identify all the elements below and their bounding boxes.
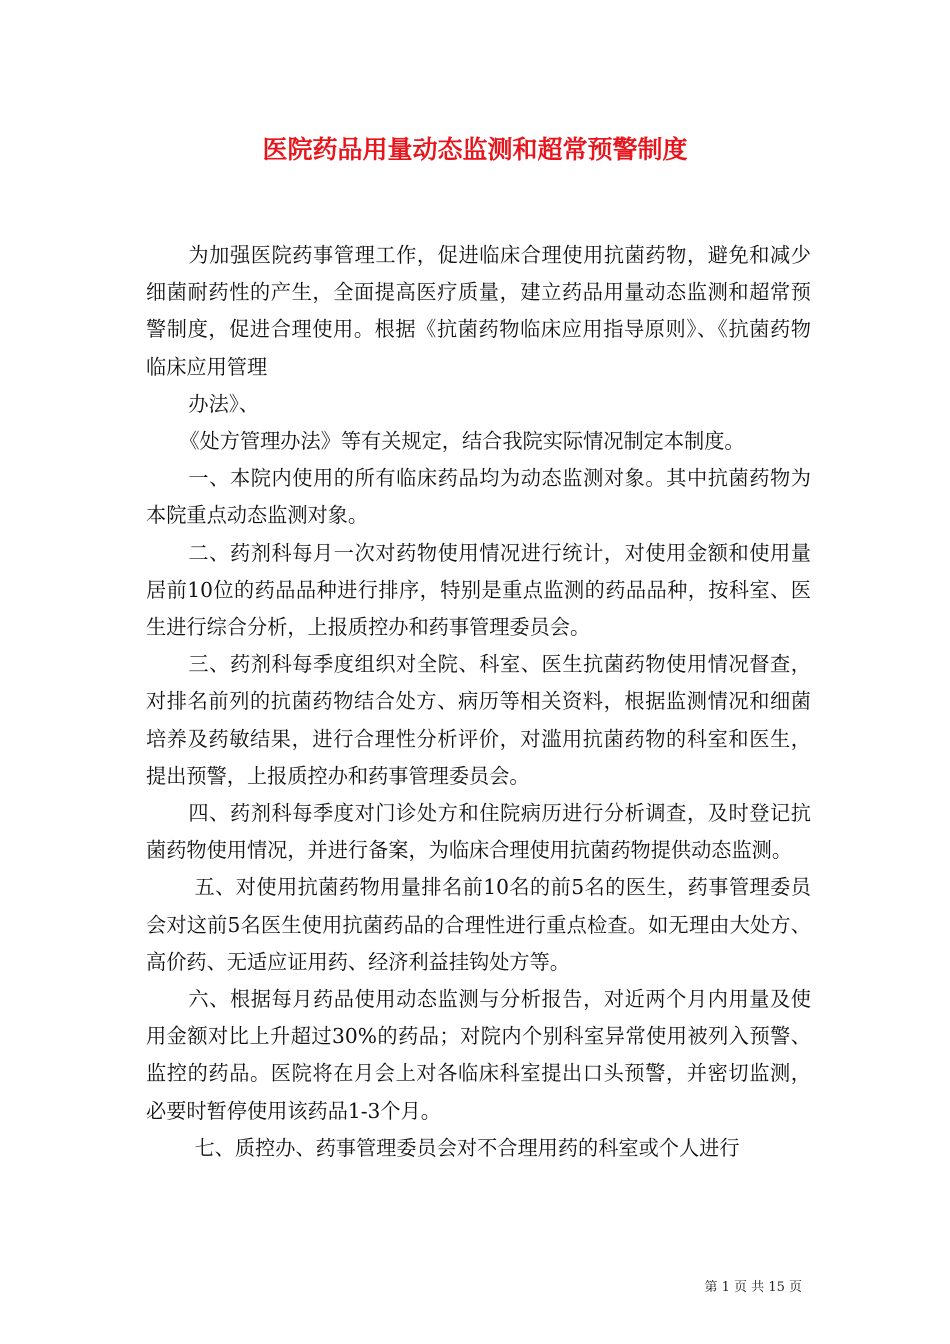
paragraph-clause-2: 二、药剂科每月一次对药物使用情况进行统计，对使用金额和使用量居前10位的药品品种进行排序，特别是重点监测的药品品种，按科室、医生进行综合分析，上报质控办和药事管理委员会。 [146, 540, 811, 640]
paragraph-intro-end: 《处方管理办法》等有关规定，结合我院实际情况制定本制度。 [179, 429, 745, 454]
document-body [146, 237, 811, 1167]
paragraph-clause-3: 三、药剂科每季度组织对全院、科室、医生抗菌药物使用情况督查，对排名前列的抗菌药物结合处方、病历等相关资料，根据监测情况和细菌培养及药敏结果，进行合理性分析评价，对滥用抗菌药物的科室和医生，提出预警，上报质控办和药事管理委员会。 [146, 652, 811, 788]
document-title: 医院药品用量动态监测和超常预警制度 [262, 135, 688, 164]
paragraph-clause-5: 五、对使用抗菌药物用量排名前10名的前5名的医生，药事管理委员会对这前5名医生使用抗菌药品的合理性进行重点检查。如无理由大处方、高价药、无适应证用药、经济利益挂钩处方等。 [146, 875, 811, 974]
paragraph-intro-continued: 办法》、 [188, 391, 260, 416]
paragraph-intro: 为加强医院药事管理工作，促进临床合理使用抗菌药物，避免和减少细菌耐药性的产生，全面提高医疗质量，建立药品用量动态监测和超常预警制度，促进合理使用。根据《抗菌药物临床应用指导原则》、《抗菌药物临床应用管理 [146, 243, 811, 379]
paragraph-clause-1: 一、本院内使用的所有临床药品均为动态监测对象。其中抗菌药物为本院重点动态监测对象。 [146, 466, 811, 528]
page-number: 第 1 页 共 15 页 [704, 1280, 802, 1295]
paragraph-clause-6: 六、根据每月药品使用动态监测与分析报告，对近两个月内用量及使用金额对比上升超过30%的药品；对院内个别科室异常使用被列入预警、监控的药品。医院将在月会上对各临床科室提出口头预警，并密切监测，必要时暂停使用该药品1-3个月。 [146, 987, 811, 1123]
paragraph-clause-4: 四、药剂科每季度对门诊处方和住院病历进行分析调查，及时登记抗菌药物使用情况，并进行备案，为临床合理使用抗菌药物提供动态监测。 [146, 801, 811, 863]
paragraph-clause-7: 七、质控办、药事管理委员会对不合理用药的科室或个人进行 [194, 1135, 740, 1160]
